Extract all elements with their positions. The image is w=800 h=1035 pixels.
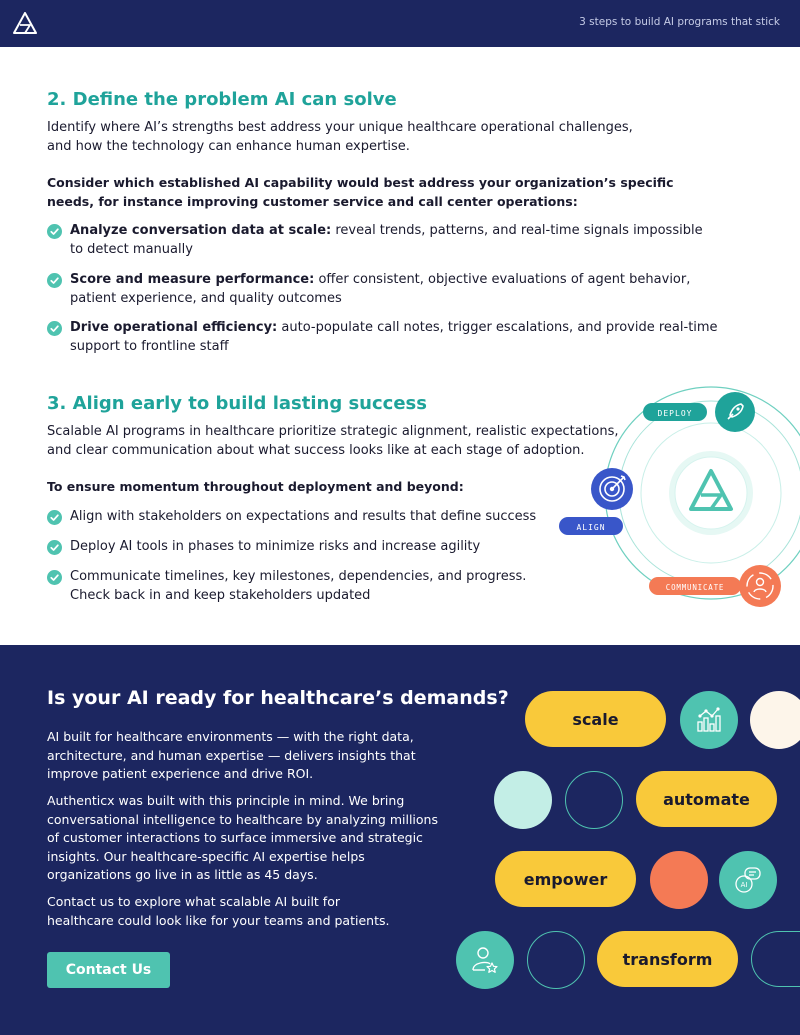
intro-line: and how the technology can enhance human expertise.	[47, 138, 410, 154]
footer-line: conversational intelligence to healthcare by analyzing millions	[47, 811, 438, 827]
section-2-intro	[47, 119, 633, 156]
check-circle-icon	[47, 224, 62, 239]
contact-us-button[interactable]: Contact Us	[47, 952, 170, 988]
check-circle-icon	[47, 570, 62, 585]
bullet-bold: Score and measure performance:	[70, 272, 315, 287]
section-3-heading: 3. Align early to build lasting success	[47, 393, 427, 414]
footer-line: healthcare could look like for your teams and patients.	[47, 912, 390, 928]
empower-pill: empower	[495, 851, 636, 907]
bullet-bold: Drive operational efficiency:	[70, 320, 278, 335]
decorative-circle	[650, 851, 708, 909]
footer-line: AI built for healthcare environments — with the right data,	[47, 729, 414, 744]
check-circle-icon	[47, 540, 62, 555]
user-star-icon	[456, 931, 514, 989]
decorative-circle	[565, 771, 623, 829]
footer-heading: Is your AI ready for healthcare’s demands?	[47, 687, 509, 709]
lead-line: needs, for instance improving customer service and call center operations:	[47, 193, 578, 209]
bullet-bold: Analyze conversation data at scale:	[70, 223, 332, 238]
decorative-pill-outline	[751, 931, 800, 987]
footer-line: improve patient experience and drive ROI.	[47, 766, 314, 781]
scale-pill: scale	[525, 691, 666, 747]
check-circle-icon	[47, 510, 62, 525]
decorative-circle	[494, 771, 552, 829]
bullet-text: Align with stakeholders on expectations and results that define success	[70, 509, 537, 524]
intro-line: Scalable AI programs in healthcare prioritize strategic alignment, realistic expectations,	[47, 424, 619, 439]
section-2-heading: 2. Define the problem AI can solve	[47, 89, 397, 110]
bullet-text: reveal trends, patterns, and real-time signals impossible	[331, 223, 703, 238]
header-bar	[0, 0, 800, 47]
check-circle-icon	[47, 321, 62, 336]
bullet-text: to detect manually	[70, 241, 193, 257]
intro-line: Identify where AI’s strengths best address your unique healthcare operational challenges,	[47, 120, 633, 135]
ai-chat-icon	[719, 851, 777, 909]
bullet-text: Check back in and keep stakeholders updated	[70, 587, 371, 603]
center-circle	[675, 457, 747, 529]
transform-pill: transform	[597, 931, 738, 987]
check-circle-icon	[47, 273, 62, 288]
section-2-lead	[47, 174, 674, 211]
footer-paragraph-1	[47, 728, 416, 784]
align-label: ALIGN	[576, 523, 606, 532]
authenticx-logo-icon[interactable]	[13, 12, 37, 34]
chart-icon	[680, 691, 738, 749]
bullet-text: support to frontline staff	[70, 338, 229, 354]
bullet-text: offer consistent, objective evaluations of agent behavior,	[314, 272, 691, 287]
automate-pill: automate	[636, 771, 777, 827]
footer-line: organizations go live in as little as 45 days.	[47, 867, 318, 882]
footer-paragraph-3	[47, 893, 389, 930]
lead-line: Consider which established AI capability would best address your organization’s specific	[47, 175, 674, 190]
footer-line: of customer interactions to surface immersive and strategic	[47, 830, 423, 845]
cta-footer	[0, 645, 800, 1035]
footer-line: Authenticx was built with this principle in mind. We bring	[47, 793, 405, 808]
decorative-circle	[750, 691, 800, 749]
header-title: 3 steps to build AI programs that stick	[579, 16, 780, 28]
bullet-text: Deploy AI tools in phases to minimize risks and increase agility	[70, 539, 481, 554]
bullet-text: auto-populate call notes, trigger escalations, and provide real-time	[277, 320, 718, 335]
communicate-label: COMMUNICATE	[665, 583, 725, 592]
bullet-text: patient experience, and quality outcomes	[70, 290, 342, 306]
footer-line: Contact us to explore what scalable AI built for	[47, 894, 340, 909]
section-3-intro	[47, 423, 619, 460]
footer-line: architecture, and human expertise — delivers insights that	[47, 747, 416, 763]
intro-line: and clear communication about what success looks like at each stage of adoption.	[47, 442, 585, 458]
bullet-text: Communicate timelines, key milestones, dependencies, and progress.	[70, 569, 527, 584]
footer-line: insights. Our healthcare-specific AI expertise helps	[47, 848, 365, 864]
rocket-icon	[715, 392, 755, 432]
svg-text:AI: AI	[740, 881, 748, 889]
section-3-lead: To ensure momentum throughout deployment and beyond:	[47, 479, 464, 494]
footer-paragraph-2	[47, 792, 438, 885]
adoption-cycle-diagram	[555, 385, 800, 615]
decorative-circle	[527, 931, 585, 989]
deploy-label: DEPLOY	[657, 409, 693, 418]
